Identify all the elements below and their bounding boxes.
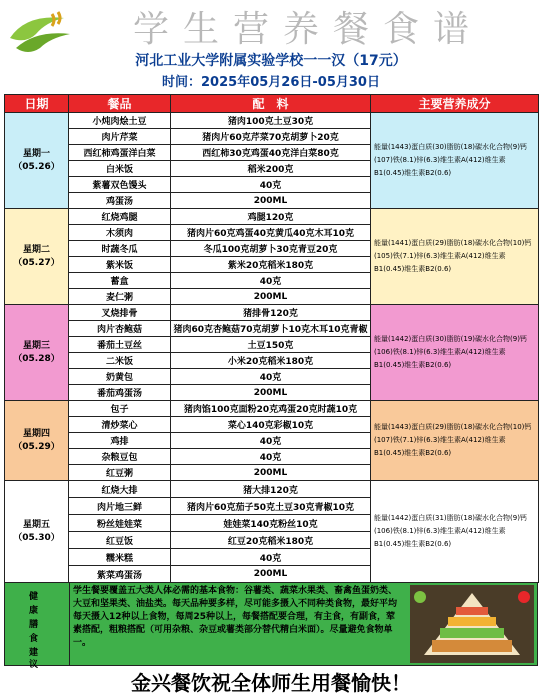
ingredients-cell: 40克	[171, 177, 371, 193]
ingredients-cell: 40克	[171, 273, 371, 289]
advice-label-char: 议	[29, 660, 39, 670]
advice-label-char: 食	[29, 634, 39, 644]
ingredients-cell: 40克	[171, 449, 371, 465]
column-header-date: 日期	[5, 95, 69, 113]
date-label: （05.27）	[13, 257, 60, 268]
dish-cell: 清炒菜心	[69, 417, 171, 433]
page-title: 学生营养餐食谱	[132, 9, 483, 50]
footer-slogan: 金兴餐饮祝全体师生用餐愉快！	[131, 671, 411, 695]
ingredients-cell: 40克	[171, 549, 371, 566]
ingredients-cell: 40克	[171, 369, 371, 385]
dish-cell: 糯米糕	[69, 549, 171, 566]
dietary-advice-panel	[4, 582, 538, 670]
table-row	[5, 305, 539, 321]
dish-cell: 红豆饭	[69, 532, 171, 549]
nutrition-cell: 能量(1442)蛋白质(31)脂肪(18)碳水化合物(9)钙(106)铁(8.1)锌(6.3)维生素A(412)维生素B1(0.45)维生素B2(0.6)	[371, 481, 539, 583]
food-pyramid-image	[410, 585, 534, 663]
ingredients-cell: 冬瓜100克胡萝卜30克青豆20克	[171, 241, 371, 257]
weekday-label: 星期四	[22, 428, 50, 439]
day-cell	[5, 305, 69, 401]
day-cell	[5, 209, 69, 305]
date-range: 时间：2025年05月26日-05月30日	[162, 75, 380, 90]
ingredients-cell: 200ML	[171, 289, 371, 305]
ingredients-cell: 猪肉片60克鸡蛋40克黄瓜40克木耳10克	[171, 225, 371, 241]
dish-cell: 红烧鸡腿	[69, 209, 171, 225]
table-row	[5, 401, 539, 417]
date-label: （05.26）	[13, 161, 60, 172]
ingredients-cell: 菜心140克彩椒10克	[171, 417, 371, 433]
dish-cell: 西红柿鸡蛋洋白菜	[69, 145, 171, 161]
advice-label-char: 膳	[29, 620, 39, 630]
advice-text: 学生餐要覆盖五大类人体必需的基本食物：谷薯类、蔬菜水果类、畜禽鱼蛋奶类、大豆和坚果类、油盐类。每天品种要多样，尽可能多摄入不同种类食物，最好平均每天摄入12种以上食物，每周25种以上，每餐搭配要合理，有主食，有副食，荤素搭配，粗粮搭配（可用杂粮、杂豆或薯类部分替代精白米面）。尽量避免食物单一。	[73, 586, 398, 648]
dish-cell: 杂粮豆包	[69, 449, 171, 465]
table-row	[5, 209, 539, 225]
dish-cell: 紫薯双色馒头	[69, 177, 171, 193]
weekday-label: 星期三	[22, 340, 50, 351]
advice-label	[5, 583, 70, 670]
ingredients-cell: 40克	[171, 433, 371, 449]
nutrition-cell: 能量(1443)蛋白质(30)脂肪(18)碳水化合物(9)钙(107)铁(8.1)锌(6.3)维生素A(412)维生素B1(0.45)维生素B2(0.6)	[371, 113, 539, 209]
menu-table	[4, 94, 539, 583]
ingredients-cell: 稻米200克	[171, 161, 371, 177]
dish-cell: 鸡蛋汤	[69, 193, 171, 209]
table-row	[5, 481, 539, 498]
dish-cell: 紫菜鸡蛋汤	[69, 566, 171, 583]
ingredients-cell: 200ML	[171, 566, 371, 583]
dish-cell: 麦仁粥	[69, 289, 171, 305]
ingredients-cell: 猪肉片60克芹菜70克胡萝卜20克	[171, 129, 371, 145]
dish-cell: 小炖肉烩土豆	[69, 113, 171, 129]
dish-cell: 肉片杏鲍菇	[69, 321, 171, 337]
advice-label-char: 建	[29, 648, 39, 658]
dish-cell: 奶黄包	[69, 369, 171, 385]
ingredients-cell: 紫米20克稻米180克	[171, 257, 371, 273]
dish-cell: 时蔬冬瓜	[69, 241, 171, 257]
advice-label-char: 康	[29, 606, 39, 616]
dish-cell: 番茄鸡蛋汤	[69, 385, 171, 401]
school-name: 河北工业大学附属实验学校一一汉（17元）	[135, 53, 407, 69]
column-header-nutrition: 主要营养成分	[371, 95, 539, 113]
advice-label-char: 健	[29, 592, 39, 602]
column-header-ingredients: 配 料	[171, 95, 371, 113]
dish-cell: 鸡排	[69, 433, 171, 449]
column-header-dish: 餐品	[69, 95, 171, 113]
dish-cell: 白米饭	[69, 161, 171, 177]
nutrition-cell: 能量(1443)蛋白质(29)脂肪(18)碳水化合物(10)钙(107)铁(7.1)锌(6.3)维生素A(412)维生素B1(0.45)维生素B2(0.6)	[371, 401, 539, 481]
dish-cell: 肉片芹菜	[69, 129, 171, 145]
day-cell	[5, 401, 69, 481]
nutrition-cell: 能量(1442)蛋白质(30)脂肪(19)碳水化合物(9)钙(106)铁(8.1)锌(6.3)维生素A(412)维生素B1(0.45)维生素B2(0.6)	[371, 305, 539, 401]
dish-cell: 番茄土豆丝	[69, 337, 171, 353]
dish-cell: 红烧大排	[69, 481, 171, 498]
date-label: （05.29）	[13, 441, 60, 452]
ingredients-cell: 猪肉60克杏鲍菇70克胡萝卜10克木耳10克青椒	[171, 321, 371, 337]
dish-cell: 粉丝娃娃菜	[69, 515, 171, 532]
date-label: （05.30）	[13, 532, 60, 543]
ingredients-cell: 西红柿30克鸡蛋40克洋白菜80克	[171, 145, 371, 161]
ingredients-cell: 红豆20克稻米180克	[171, 532, 371, 549]
day-cell	[5, 481, 69, 583]
ingredients-cell: 猪排骨120克	[171, 305, 371, 321]
table-row	[5, 113, 539, 129]
ingredients-cell: 鸡腿120克	[171, 209, 371, 225]
dish-cell: 肉片地三鲜	[69, 498, 171, 515]
ingredients-cell: 土豆150克	[171, 337, 371, 353]
ingredients-cell: 200ML	[171, 385, 371, 401]
weekday-label: 星期一	[22, 148, 50, 159]
dish-cell: 叉烧排骨	[69, 305, 171, 321]
dish-cell: 蓄盒	[69, 273, 171, 289]
dish-cell: 红豆粥	[69, 465, 171, 481]
nutrition-cell: 能量(1441)蛋白质(29)脂肪(18)碳水化合物(10)钙(105)铁(7.1)锌(6.3)维生素A(412)维生素B1(0.45)维生素B2(0.6)	[371, 209, 539, 305]
weekday-label: 星期五	[22, 519, 50, 530]
ingredients-cell: 猪大排120克	[171, 481, 371, 498]
ingredients-cell: 猪肉片60克茄子50克土豆30克青椒10克	[171, 498, 371, 515]
ingredients-cell: 猪肉馅100克面粉20克鸡蛋20克时蔬10克	[171, 401, 371, 417]
ingredients-cell: 娃娃菜140克粉丝10克	[171, 515, 371, 532]
dish-cell: 紫米饭	[69, 257, 171, 273]
dish-cell: 二米饭	[69, 353, 171, 369]
ingredients-cell: 200ML	[171, 193, 371, 209]
day-cell	[5, 113, 69, 209]
ingredients-cell: 200ML	[171, 465, 371, 481]
dish-cell: 木须肉	[69, 225, 171, 241]
ingredients-cell: 小米20克稻米180克	[171, 353, 371, 369]
dish-cell: 包子	[69, 401, 171, 417]
weekday-label: 星期二	[22, 244, 50, 255]
ingredients-cell: 猪肉100克土豆30克	[171, 113, 371, 129]
date-label: （05.28）	[13, 353, 60, 364]
